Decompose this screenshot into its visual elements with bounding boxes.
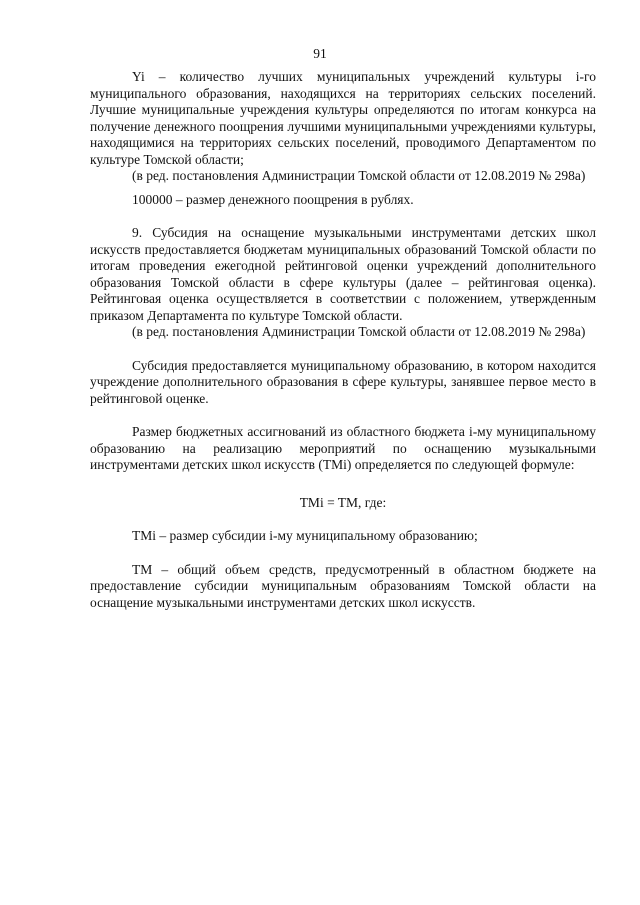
paragraph-reward-size: 100000 – размер денежного поощрения в рублях. (132, 191, 414, 207)
paragraph-budget-size: Размер бюджетных ассигнований из областного бюджета i-му муниципальному образованию на реализацию мероприятий по оснащению музыкальными инструментами детских школ искусств (TMi) определяется по следующей формуле: (90, 424, 596, 472)
paragraph-yi-definition: Yi – количество лучших муниципальных учреждений культуры i-го муниципального образования, находящихся на территориях сельских поселений. Лучшие муниципальные учреждения культуры определяются по итогам конкурса на получение денежного поощрения лучшими муниципальными учреждениями культуры, находящимися на территориях сельских поселений, проводимого Департаментом по культуре Томской области; (90, 69, 596, 167)
paragraph-tm-definition: TM – общий объем средств, предусмотренный в областном бюджете на предоставление субсидии муниципальным образованиям Томской области на оснащение музыкальными инструментами детских школ искусств. (90, 561, 596, 610)
paragraph-subsidy-granted: Субсидия предоставляется муниципальному образованию, в котором находится учреждение дополнительного образования в сфере культуры, занявшее первое место в рейтинговой оценке. (90, 357, 596, 406)
paragraph-item-9: 9. Субсидия на оснащение музыкальными инструментами детских школ искусств предоставляется бюджетам муниципальных образований Томской области по итогам проведения ежегодной рейтинговой оценки учреждений дополнительного образования Томской области в сфере культуры (далее – рейтинговая оценка). Рейтинговая оценка осуществляется в соответствии с положением, утвержденным приказом Департамента по культуре Томской области. (90, 225, 596, 323)
document-body (90, 69, 596, 611)
paragraph-amendment-note: (в ред. постановления Администрации Томской области от 12.08.2019 № 298а) (132, 324, 586, 339)
paragraph-tmi-definition: TMi – размер субсидии i-му муниципальному образованию; (132, 528, 478, 543)
page-number: 91 (313, 46, 327, 61)
formula: TMi = TM, где: (299, 494, 387, 510)
paragraph-amendment-note: (в ред. постановления Администрации Томской области от 12.08.2019 № 298а) (132, 168, 586, 183)
